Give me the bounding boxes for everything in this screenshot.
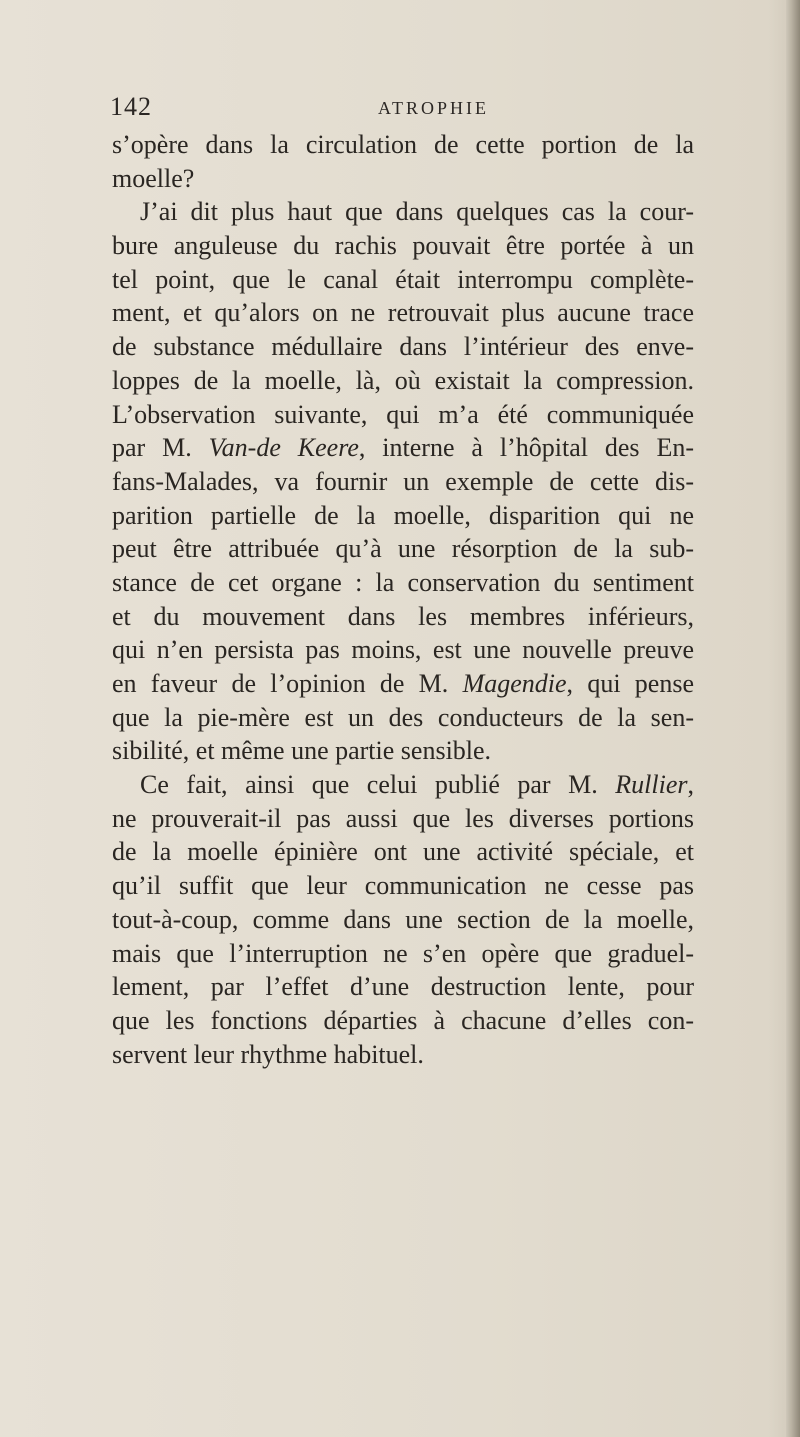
text-line — [112, 465, 694, 499]
text-line — [112, 701, 694, 735]
text-line — [112, 330, 694, 364]
italic-name: Rullier — [615, 770, 688, 800]
text-segment: servent leur rhythme habituel. — [112, 1039, 424, 1069]
text-line — [112, 633, 694, 667]
text-segment: en faveur de l’opinion de M. — [112, 669, 463, 698]
text-line — [112, 903, 694, 937]
italic-name: Van-de Keere — [208, 433, 359, 463]
text-segment: que les fonctions départies à chacune d’elles con- — [112, 1005, 694, 1035]
page-edge-shadow — [786, 0, 800, 1437]
text-segment: peut être attribuée qu’à une résorption de la sub- — [112, 534, 694, 564]
text-segment: sibilité, et même une partie sensible. — [112, 736, 492, 766]
text-line — [112, 263, 694, 297]
text-segment: par M. — [112, 433, 209, 463]
text-segment: L’observation suivante, qui m’a été communiquée — [112, 399, 694, 429]
text-line — [112, 532, 694, 566]
text-line — [112, 431, 694, 465]
text-line — [112, 296, 694, 330]
text-line — [112, 970, 694, 1004]
text-segment: qu’il suffit que leur communication ne cesse pas — [112, 871, 694, 901]
text-segment: parition partielle de la moelle, disparition qui ne — [112, 500, 694, 530]
page-header — [110, 92, 670, 124]
text-line — [112, 802, 694, 836]
text-segment: ment, et qu’alors on ne retrouvait plus aucune trace — [112, 298, 694, 328]
text-segment: s’opère dans la circulation de cette portion de la — [112, 130, 694, 159]
text-line — [112, 195, 694, 229]
text-segment: loppes de la moelle, là, où existait la compression. — [112, 365, 694, 395]
text-segment: , qui pense — [566, 669, 694, 698]
text-segment: , — [687, 770, 694, 800]
text-segment: , interne à l’hôpital des En- — [358, 433, 694, 463]
text-segment: lement, par l’effet d’une destruction lente, pour — [112, 972, 694, 1002]
text-segment: stance de cet organe : la conservation du sentiment — [112, 567, 694, 597]
text-segment: et du mouvement dans les membres inférieurs, — [112, 601, 694, 631]
text-line — [112, 869, 694, 903]
text-line — [112, 499, 694, 533]
text-segment: de substance médullaire dans l’intérieur des enve- — [112, 332, 694, 362]
text-segment: bure anguleuse du rachis pouvait être portée à un — [112, 231, 694, 261]
text-segment: tel point, que le canal était interrompu complète- — [112, 264, 694, 294]
text-segment: moelle? — [112, 163, 195, 193]
text-segment: qui n’en persista pas moins, est une nouvelle preuve — [112, 635, 694, 665]
text-line — [112, 835, 694, 869]
body-text — [112, 128, 694, 1071]
italic-name: Magendie — [462, 669, 567, 698]
text-line — [112, 768, 694, 802]
text-line — [112, 398, 694, 432]
text-line — [112, 229, 694, 263]
text-line — [112, 1038, 694, 1072]
text-line — [112, 734, 694, 768]
text-segment: de la moelle épinière ont une activité spéciale, et — [112, 837, 694, 867]
text-segment: fans-Malades, va fournir un exemple de cette dis- — [112, 466, 694, 496]
text-line — [112, 566, 694, 600]
text-line — [112, 667, 694, 701]
text-segment: Ce fait, ainsi que celui publié par M. — [140, 770, 616, 800]
text-segment: ne prouverait-il pas aussi que les diverses portions — [112, 803, 694, 833]
text-line — [112, 162, 694, 196]
text-segment: J’ai dit plus haut que dans quelques cas la cour- — [140, 197, 694, 227]
text-segment: tout-à-coup, comme dans une section de la moelle, — [112, 904, 694, 934]
text-segment: que la pie-mère est un des conducteurs de la sen- — [112, 702, 694, 732]
text-line — [112, 600, 694, 634]
text-segment: mais que l’interruption ne s’en opère que graduel- — [112, 938, 694, 968]
text-line — [112, 128, 694, 162]
page-number: 142 — [110, 92, 152, 121]
running-head: ATROPHIE — [378, 98, 490, 118]
text-line — [112, 364, 694, 398]
text-line — [112, 937, 694, 971]
text-line — [112, 1004, 694, 1038]
